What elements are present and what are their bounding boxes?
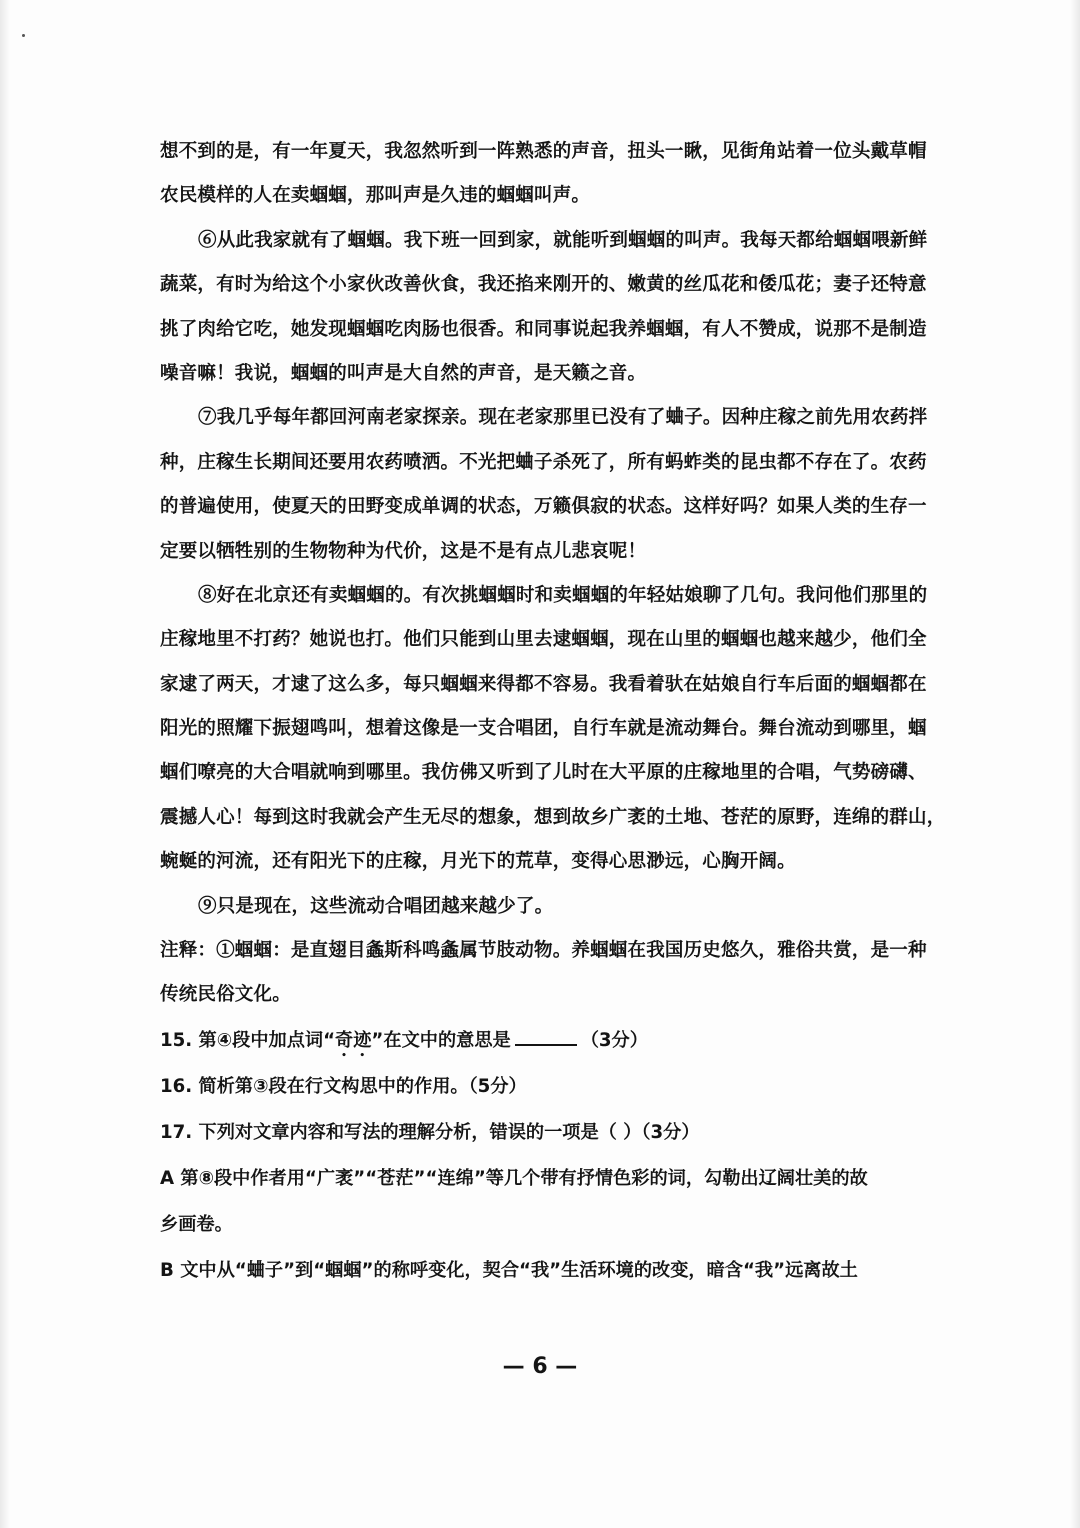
question-list [160, 1018, 978, 1294]
option-b-line: B 文中从“蛐子”到“蝈蝈”的称呼变化，契合“我”生活环境的改变，暗含“我”远离故土 [160, 1259, 858, 1281]
question-15-prefix: 15. 第④段中加点词“ [160, 1029, 336, 1051]
option-a-line: 乡画卷。 [160, 1213, 233, 1235]
text-line: 蝈们嘹亮的大合唱就响到哪里。我仿佛又听到了儿时在大平原的庄稼地里的合唱，气势磅礴、 [160, 762, 927, 784]
text-line: 种，庄稼生长期间还要用农药喷洒。不光把蛐子杀死了，所有蚂蚱类的昆虫都不存在了。农药 [160, 451, 927, 473]
footnote-line: 传统民俗文化。 [160, 984, 291, 1006]
question-17: 17. 下列对文章内容和写法的理解分析，错误的一项是（ ）（3分） [160, 1121, 700, 1143]
text-line: 蔬菜，有时为给这个小家伙改善伙食，我还掐来刚开的、嫩黄的丝瓜花和倭瓜花；妻子还特意 [160, 274, 927, 296]
text-line: ⑧好在北京还有卖蝈蝈的。有次挑蝈蝈时和卖蝈蝈的年轻姑娘聊了几句。我问他们那里的 [198, 584, 928, 606]
footnote-line: 注释：①蝈蝈：是直翅目螽斯科鸣螽属节肢动物。养蝈蝈在我国历史悠久，雅俗共赏，是一种 [160, 940, 927, 962]
text-line: 挑了肉给它吃，她发现蝈蝈吃肉肠也很香。和同事说起我养蝈蝈，有人不赞成，说那不是制造 [160, 318, 927, 340]
text-line: ⑥从此我家就有了蝈蝈。我下班一回到家，就能听到蝈蝈的叫声。我每天都给蝈蝈喂新鲜 [198, 229, 928, 251]
text-line: 噪音嘛！我说，蝈蝈的叫声是大自然的声音，是天籁之音。 [160, 362, 647, 384]
question-15-suffix: ”在文中的意思是 [371, 1029, 511, 1051]
text-line: ⑦我几乎每年都回河南老家探亲。现在老家那里已没有了蛐子。因种庄稼之前先用农药拌 [198, 407, 928, 429]
text-line: 阳光的照耀下振翅鸣叫，想着这像是一支合唱团，自行车就是流动舞台。舞台流动到哪里，蝈 [160, 718, 927, 740]
text-line: 庄稼地里不打药？她说也打。他们只能到山里去逮蝈蝈，现在山里的蝈蝈也越来越少，他们全 [160, 629, 927, 651]
reading-passage [160, 130, 978, 1294]
scan-edge-right [1070, 0, 1080, 1528]
paragraph-7 [160, 396, 978, 574]
footnote [160, 929, 978, 1018]
paragraph-6 [160, 219, 978, 397]
scan-edge-left [0, 0, 10, 1528]
page-number: — 6 — [502, 1354, 578, 1379]
scan-speck [22, 34, 25, 37]
text-line: 定要以牺牲别的生物物种为代价，这是不是有点儿悲哀呢！ [160, 540, 647, 562]
dotted-word: 奇迹 [335, 1029, 372, 1051]
text-line: 蜿蜒的河流，还有阳光下的庄稼，月光下的荒草，变得心思渺远，心胸开阔。 [160, 851, 796, 873]
option-a-line: A 第⑧段中作者用“广袤”“苍茫”“连绵”等几个带有抒情色彩的词，勾勒出辽阔壮美的故 [160, 1167, 868, 1189]
text-line: 想不到的是，有一年夏天，我忽然听到一阵熟悉的声音，扭头一瞅，见街角站着一位头戴草帽 [160, 141, 927, 162]
question-15 [160, 1018, 978, 1064]
answer-blank[interactable] [515, 1028, 577, 1046]
paragraph-9 [160, 885, 978, 929]
paragraph-8 [160, 574, 978, 885]
paragraph-5-end [160, 130, 978, 219]
text-line: 家逮了两天，才逮了这么多，每只蝈蝈来得都不容易。我看着驮在姑娘自行车后面的蝈蝈都在 [160, 673, 927, 695]
text-line: 的普遍使用，使夏天的田野变成单调的状态，万籁俱寂的状态。这样好吗？如果人类的生存一 [160, 496, 927, 518]
text-line: 震撼人心！每到这时我就会产生无尽的想象，想到故乡广袤的土地、苍茫的原野，连绵的群山， [160, 806, 946, 828]
text-line: ⑨只是现在，这些流动合唱团越来越少了。 [198, 895, 554, 917]
question-16: 16. 简析第③段在行文构思中的作用。（5分） [160, 1075, 527, 1097]
text-line: 农民模样的人在卖蝈蝈，那叫声是久违的蝈蝈叫声。 [160, 185, 591, 207]
question-15-score: （3分） [580, 1029, 648, 1051]
